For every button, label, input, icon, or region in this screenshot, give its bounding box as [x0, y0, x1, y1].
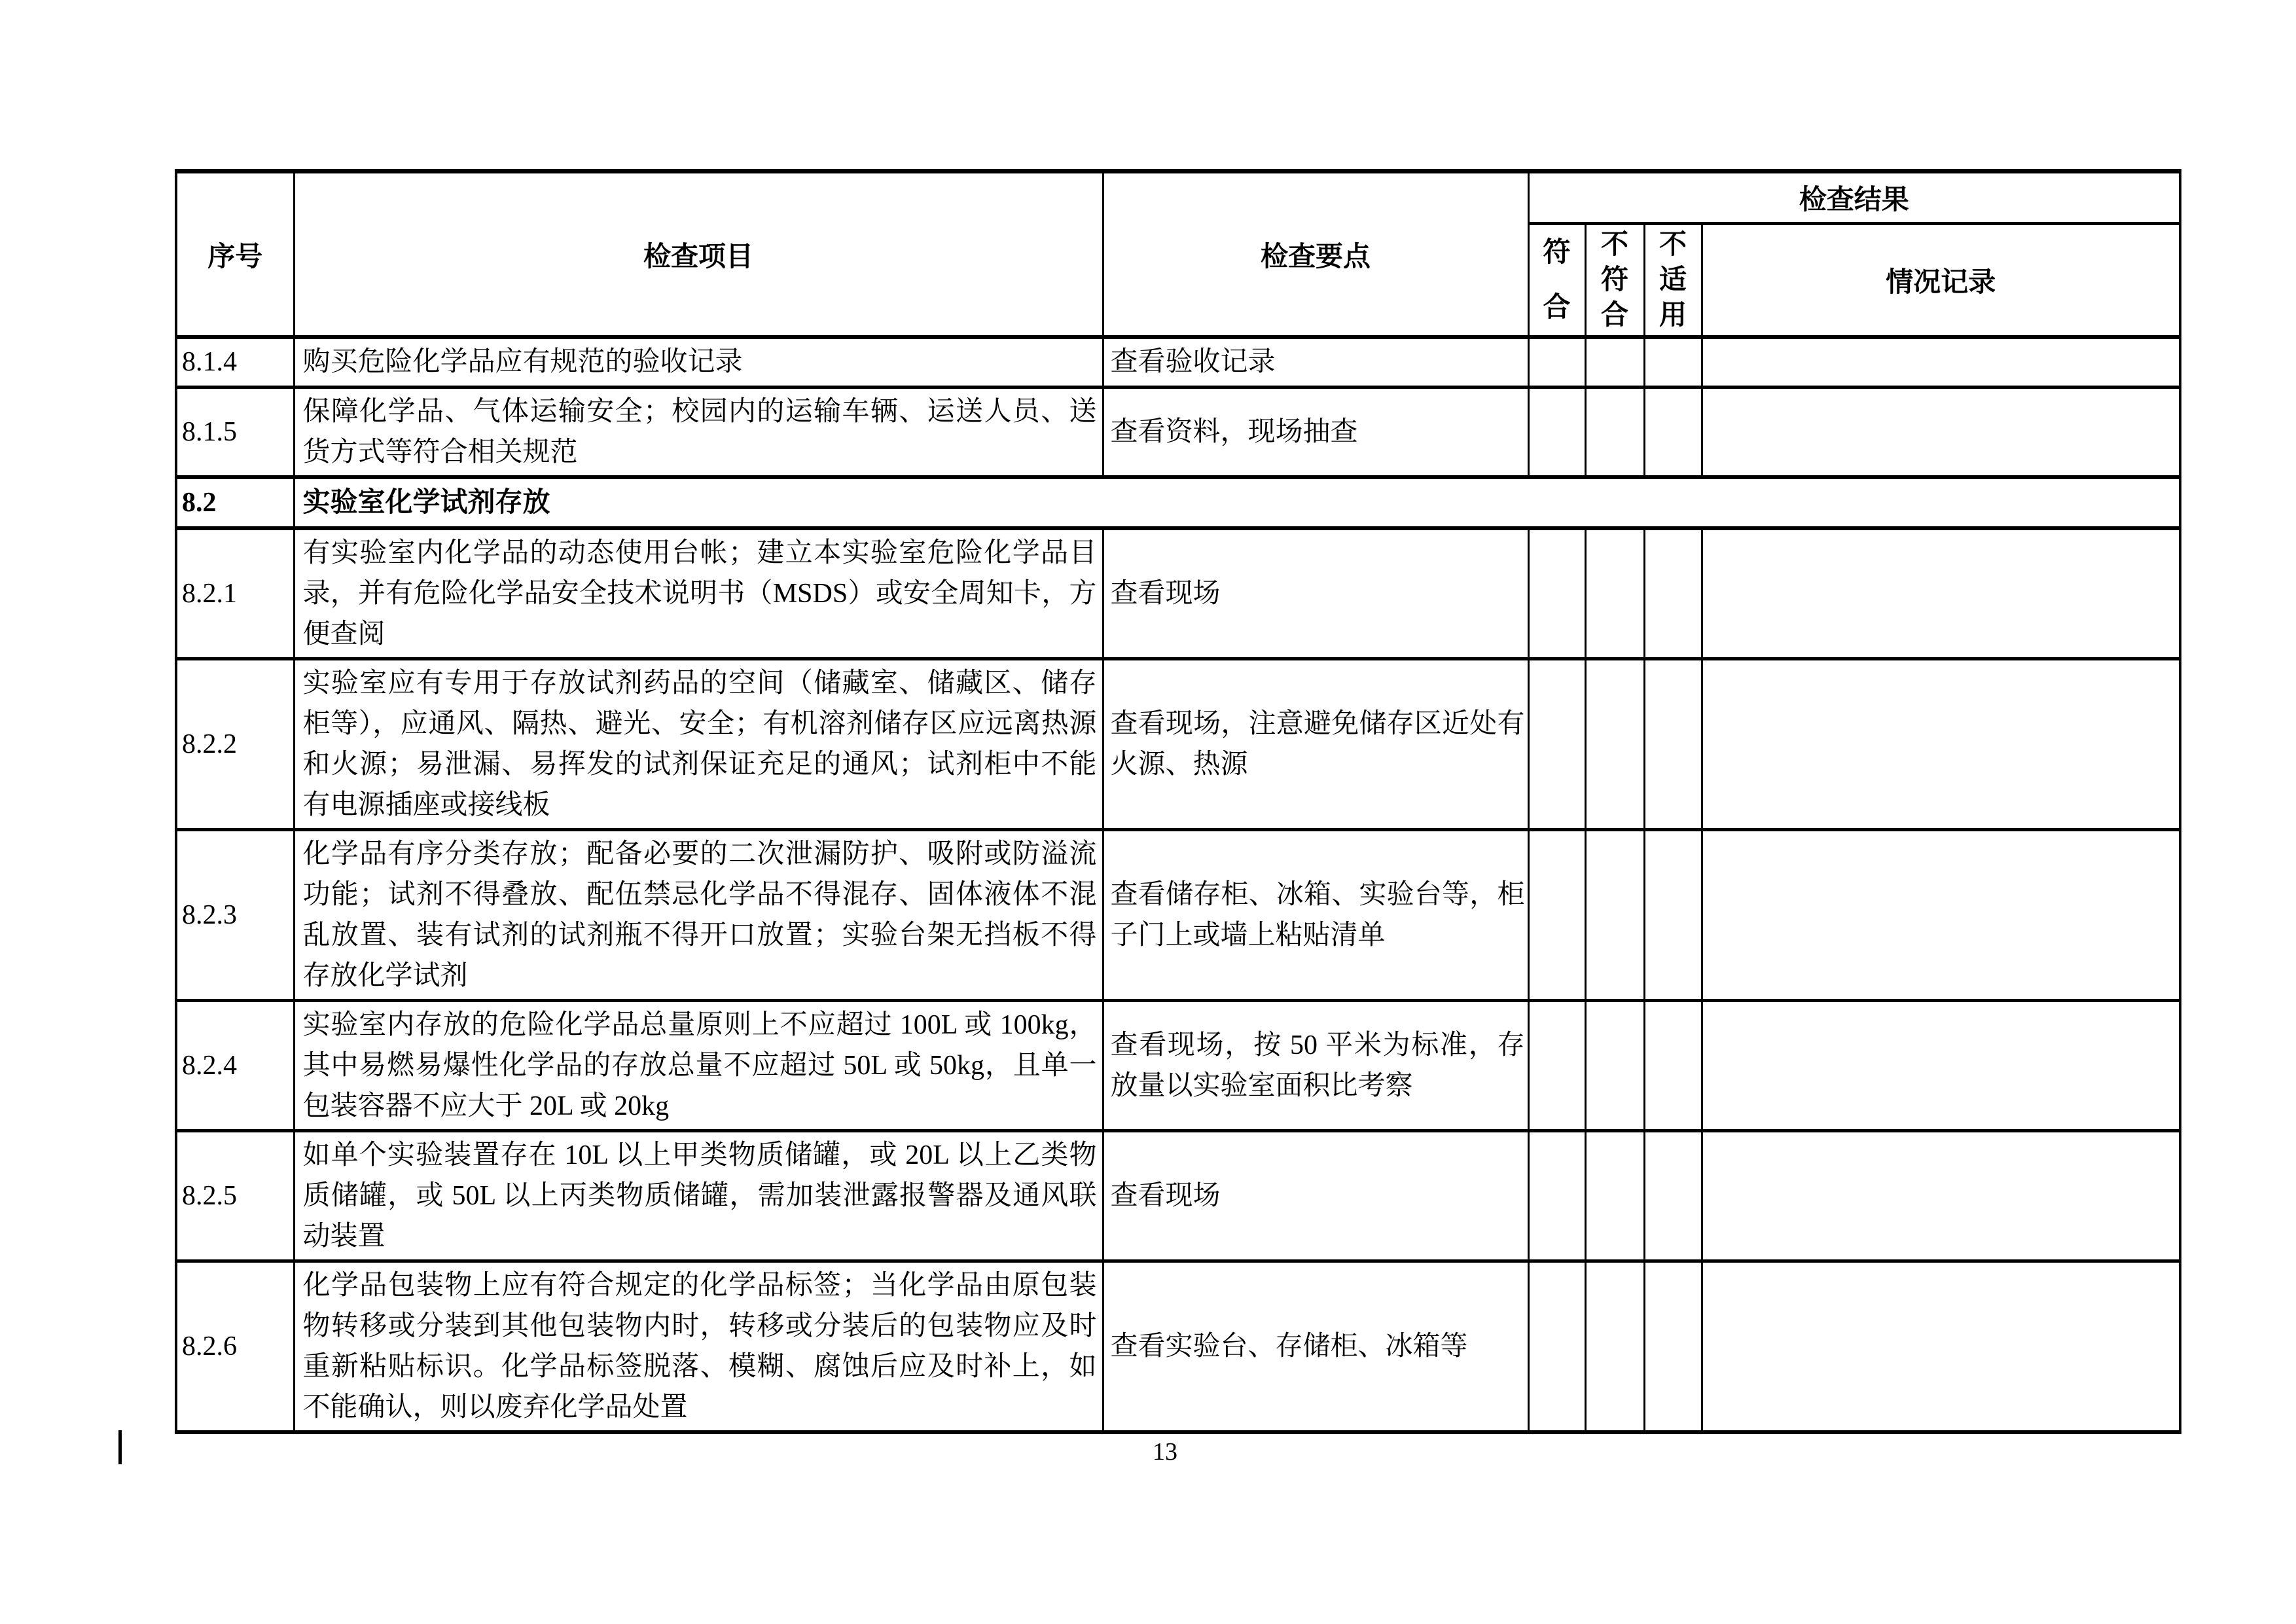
row-points: 查看现场: [1103, 528, 1528, 659]
row-no: 8.1.5: [176, 387, 294, 477]
section-no: 8.2: [176, 477, 294, 528]
result-cell-not-applicable: [1644, 528, 1702, 659]
row-no: 8.2.6: [176, 1261, 294, 1433]
result-cell-conform: [1528, 528, 1585, 659]
result-cell-nonconform: [1585, 659, 1644, 830]
row-no: 8.2.4: [176, 1001, 294, 1131]
header-not-applicable-label: 不适用: [1659, 230, 1687, 331]
table-row: [176, 1261, 2180, 1433]
result-cell-not-applicable: [1644, 1261, 1702, 1433]
table-row: [176, 1131, 2180, 1261]
result-cell-not-applicable: [1644, 659, 1702, 830]
header-record: 情况记录: [1702, 224, 2180, 338]
result-cell-record: [1702, 1261, 2180, 1433]
table-row: [176, 387, 2180, 477]
row-item: 化学品包装物上应有符合规定的化学品标签；当化学品由原包装物转移或分装到其他包装物内时，转移或分装后的包装物应及时重新粘贴标识。化学品标签脱落、模糊、腐蚀后应及时补上，如不能确认，则以废弃化学品处置: [294, 1261, 1103, 1433]
table-row: [176, 830, 2180, 1001]
row-no: 8.2.3: [176, 830, 294, 1001]
row-points: 查看验收记录: [1103, 337, 1528, 387]
row-item: 保障化学品、气体运输安全；校园内的运输车辆、运送人员、送货方式等符合相关规范: [294, 387, 1103, 477]
row-item: 购买危险化学品应有规范的验收记录: [294, 337, 1103, 387]
result-cell-conform: [1528, 659, 1585, 830]
header-nonconform: [1585, 224, 1644, 338]
result-cell-not-applicable: [1644, 337, 1702, 387]
row-points: 查看现场: [1103, 1131, 1528, 1261]
row-item: 实验室应有专用于存放试剂药品的空间（储藏室、储藏区、储存柜等），应通风、隔热、避光、安全；有机溶剂储存区应远离热源和火源；易泄漏、易挥发的试剂保证充足的通风；试剂柜中不能有电源插座或接线板: [294, 659, 1103, 830]
header-conform-label: 符合: [1543, 238, 1571, 323]
table-row: [176, 528, 2180, 659]
result-cell-record: [1702, 387, 2180, 477]
header-points: 检查要点: [1103, 171, 1528, 338]
page-number: 13: [1153, 1438, 1177, 1466]
row-item: 有实验室内化学品的动态使用台帐；建立本实验室危险化学品目录，并有危险化学品安全技术说明书（MSDS）或安全周知卡，方便查阅: [294, 528, 1103, 659]
result-cell-not-applicable: [1644, 1001, 1702, 1131]
result-cell-record: [1702, 1001, 2180, 1131]
section-title: 实验室化学试剂存放: [294, 477, 2180, 528]
table-row: [176, 1001, 2180, 1131]
result-cell-record: [1702, 337, 2180, 387]
header-result: 检查结果: [1528, 171, 2180, 224]
result-cell-conform: [1528, 1261, 1585, 1433]
row-no: 8.2.5: [176, 1131, 294, 1261]
header-not-applicable: [1644, 224, 1702, 338]
row-no: 8.1.4: [176, 337, 294, 387]
result-cell-record: [1702, 830, 2180, 1001]
row-no: 8.2.2: [176, 659, 294, 830]
result-cell-nonconform: [1585, 528, 1644, 659]
section-row: [176, 477, 2180, 528]
result-cell-not-applicable: [1644, 830, 1702, 1001]
header-no: 序号: [176, 171, 294, 338]
inspection-checklist-table: [175, 169, 2181, 1434]
result-cell-conform: [1528, 830, 1585, 1001]
table-row: [176, 659, 2180, 830]
result-cell-nonconform: [1585, 1131, 1644, 1261]
row-points: 查看储存柜、冰箱、实验台等，柜子门上或墙上粘贴清单: [1103, 830, 1528, 1001]
result-cell-not-applicable: [1644, 387, 1702, 477]
row-points: 查看资料，现场抽查: [1103, 387, 1528, 477]
result-cell-conform: [1528, 387, 1585, 477]
result-cell-nonconform: [1585, 1261, 1644, 1433]
header-conform: [1528, 224, 1585, 338]
row-item: 化学品有序分类存放；配备必要的二次泄漏防护、吸附或防溢流功能；试剂不得叠放、配伍禁忌化学品不得混存、固体液体不混乱放置、装有试剂的试剂瓶不得开口放置；实验台架无挡板不得存放化学试剂: [294, 830, 1103, 1001]
result-cell-conform: [1528, 337, 1585, 387]
table-header: [176, 171, 2180, 338]
row-points: 查看现场，注意避免储存区近处有火源、热源: [1103, 659, 1528, 830]
row-item: 实验室内存放的危险化学品总量原则上不应超过 100L 或 100kg，其中易燃易爆性化学品的存放总量不应超过 50L 或 50kg，且单一包装容器不应大于 20L 或 20kg: [294, 1001, 1103, 1131]
row-points: 查看实验台、存储柜、冰箱等: [1103, 1261, 1528, 1433]
result-cell-record: [1702, 659, 2180, 830]
result-cell-record: [1702, 528, 2180, 659]
row-points: 查看现场，按 50 平米为标准，存放量以实验室面积比考察: [1103, 1001, 1528, 1131]
row-item: 如单个实验装置存在 10L 以上甲类物质储罐，或 20L 以上乙类物质储罐，或 50L 以上丙类物质储罐，需加装泄露报警器及通风联动装置: [294, 1131, 1103, 1261]
header-item: 检查项目: [294, 171, 1103, 338]
row-no: 8.2.1: [176, 528, 294, 659]
result-cell-record: [1702, 1131, 2180, 1261]
result-cell-nonconform: [1585, 387, 1644, 477]
result-cell-conform: [1528, 1131, 1585, 1261]
table-row: [176, 337, 2180, 387]
result-cell-nonconform: [1585, 337, 1644, 387]
result-cell-not-applicable: [1644, 1131, 1702, 1261]
header-nonconform-label: 不符合: [1600, 230, 1628, 331]
result-cell-nonconform: [1585, 1001, 1644, 1131]
result-cell-conform: [1528, 1001, 1585, 1131]
result-cell-nonconform: [1585, 830, 1644, 1001]
